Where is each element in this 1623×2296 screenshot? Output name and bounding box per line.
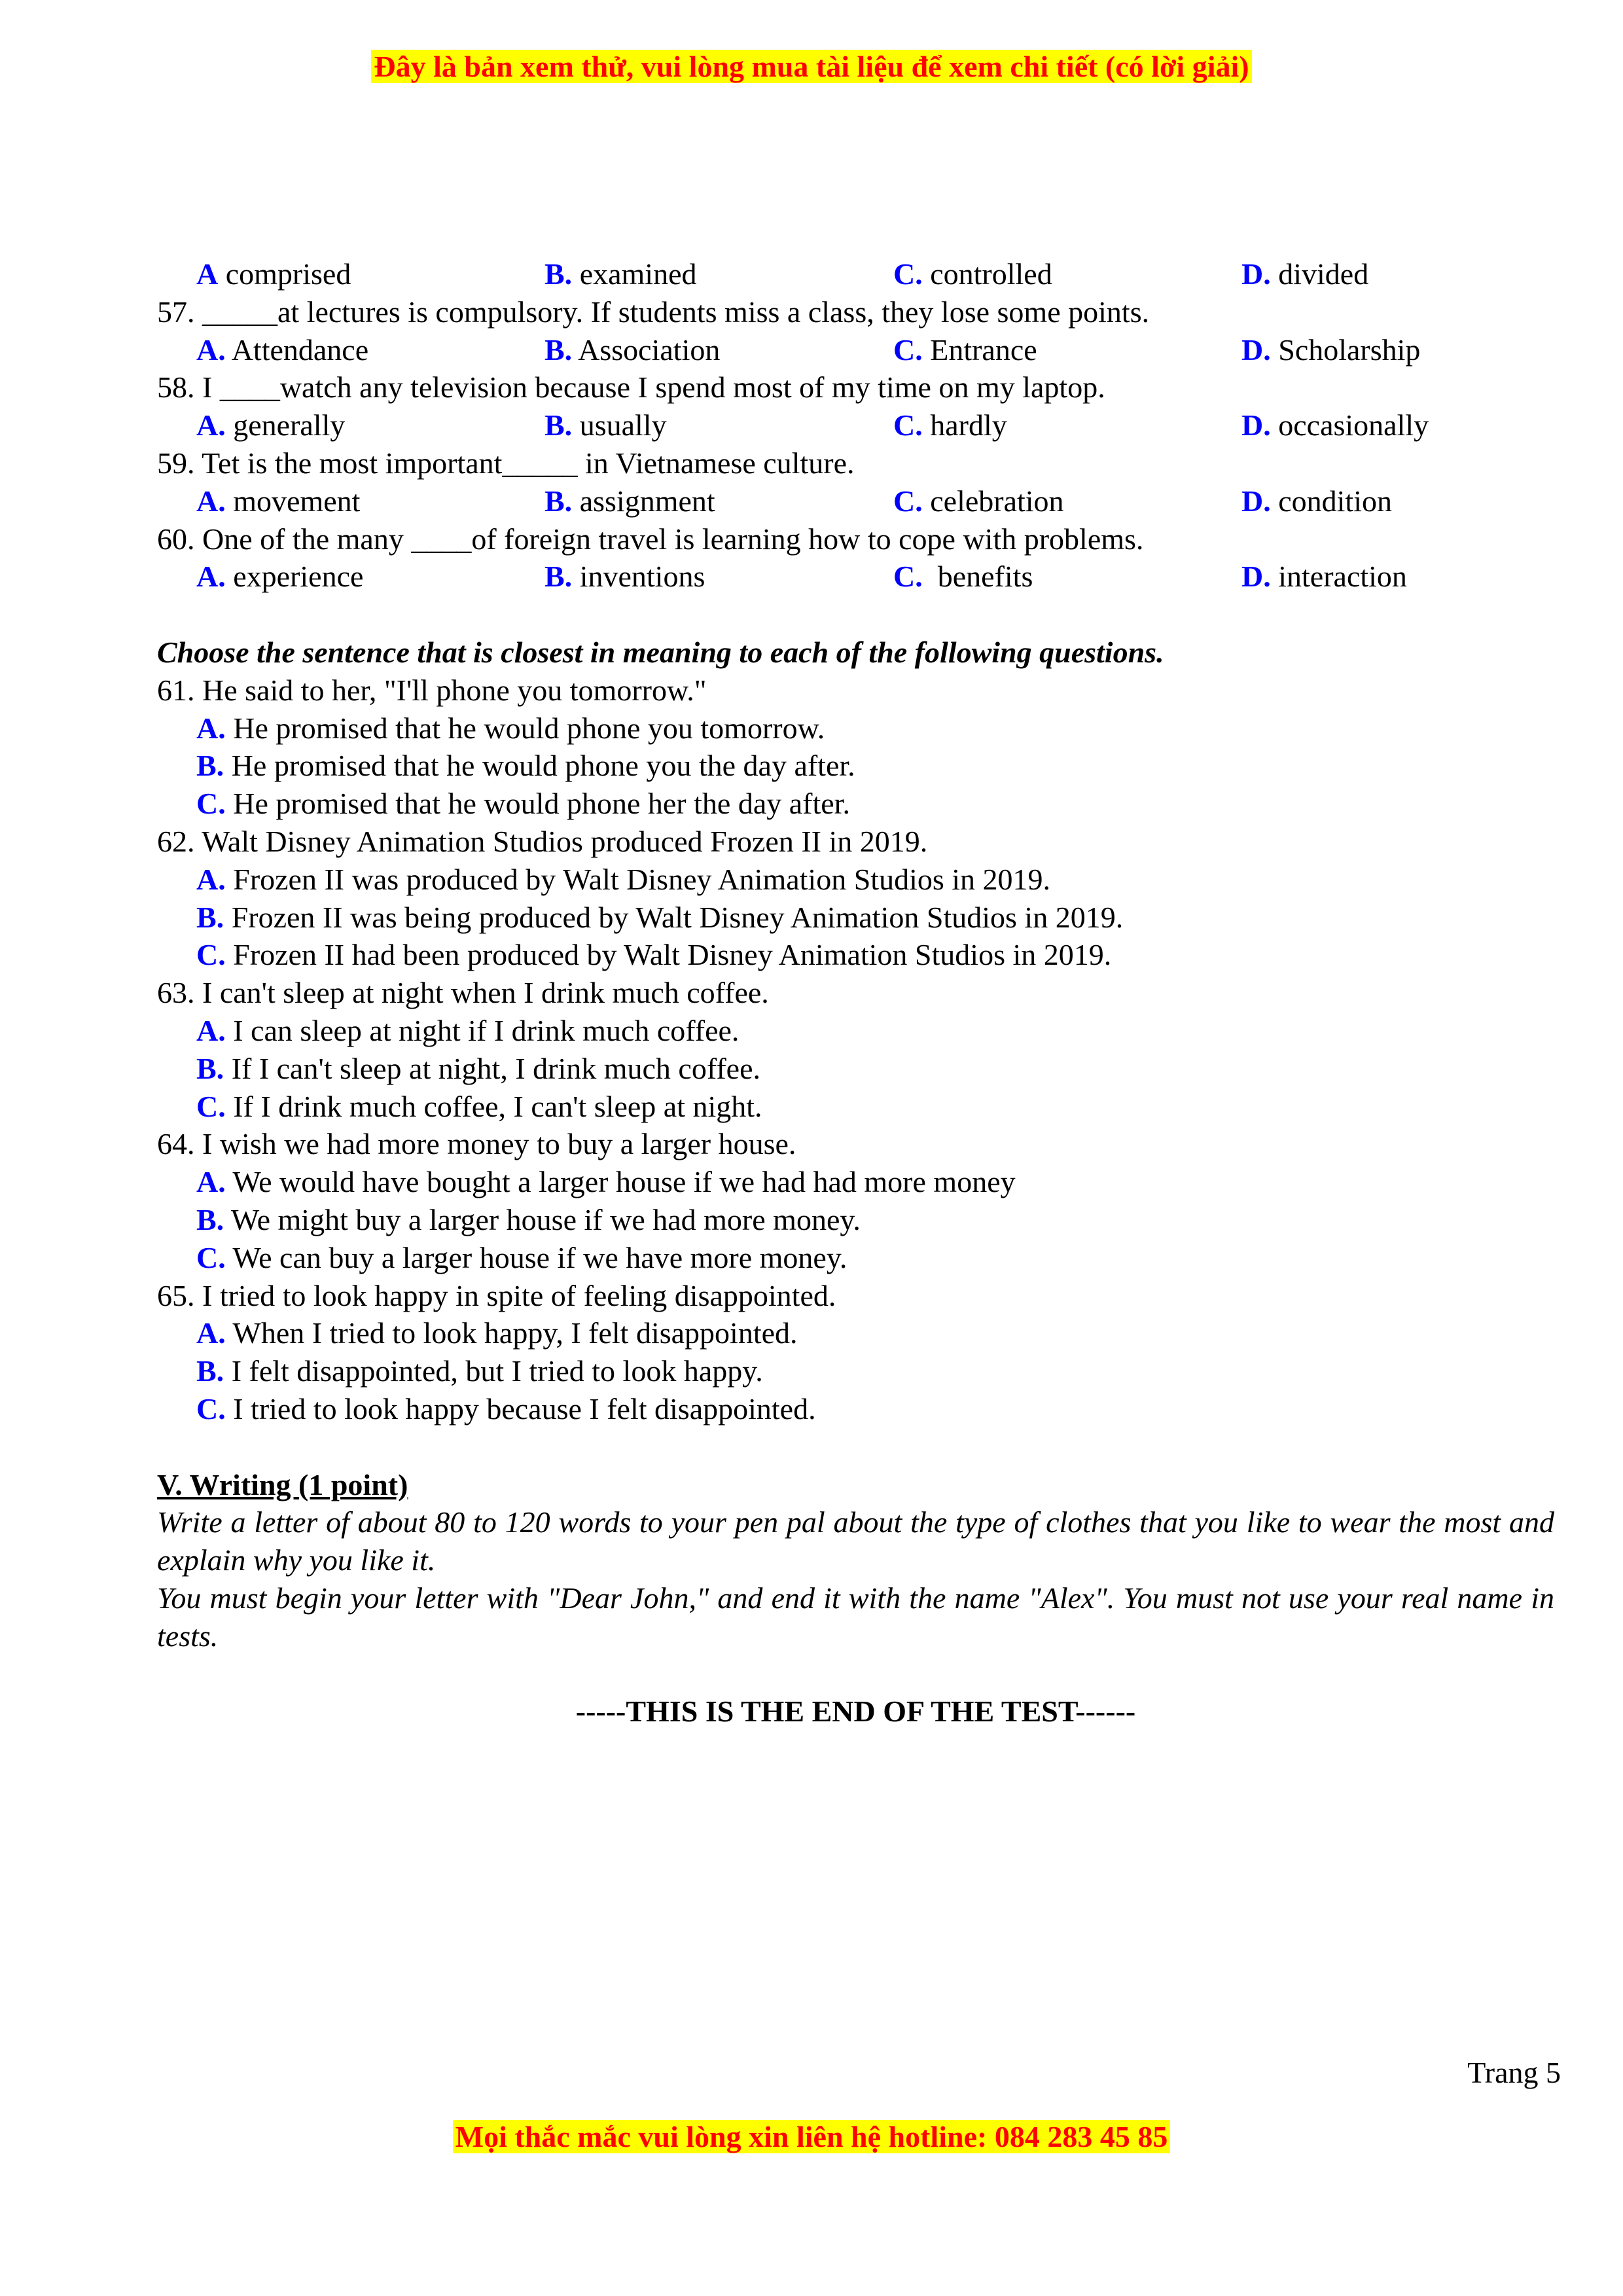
option-text: hardly [922, 408, 1007, 442]
answer-option [157, 1352, 1554, 1390]
option-label: A [196, 257, 219, 291]
option-label: D. [1241, 484, 1271, 518]
option-text: Entrance [922, 332, 1037, 367]
option-text: examined [572, 257, 697, 291]
option-label: B. [544, 257, 573, 291]
option [1241, 482, 1392, 520]
option-label: C. [893, 332, 923, 367]
preview-notice-text: Đây là bản xem thử, vui lòng mua tài liệu để xem chi tiết (có lời giải) [371, 50, 1251, 83]
option-text: benefits [922, 560, 1033, 594]
option-label: C. [196, 1240, 226, 1274]
option [1241, 558, 1407, 596]
question-options [157, 406, 1554, 444]
option-label: B. [196, 1202, 224, 1236]
section-instruction: Choose the sentence that is closest in meaning to each of the following questions. [157, 635, 1164, 669]
answer-option [157, 1012, 1554, 1050]
option-text: He promised that he would phone you tomorrow. [225, 711, 825, 745]
option-text: divided [1270, 257, 1369, 291]
option-text: experience [225, 560, 364, 594]
option-label: D. [1241, 408, 1271, 442]
option-label: B. [544, 408, 573, 442]
option-label: B. [544, 484, 573, 518]
answer-option [157, 747, 1554, 785]
option [196, 1239, 847, 1277]
option-text: comprised [218, 257, 351, 291]
option-label: C. [893, 257, 923, 291]
option [196, 1088, 762, 1126]
answer-option [157, 1050, 1554, 1088]
answer-option [157, 709, 1554, 747]
option-label: B. [196, 900, 224, 934]
option-text: I can sleep at night if I drink much coffee. [225, 1013, 740, 1047]
option [196, 1314, 798, 1352]
page-number: Trang 5 [1467, 2056, 1561, 2089]
answer-option [157, 899, 1554, 937]
option [893, 482, 1064, 520]
option-text: inventions [572, 560, 705, 594]
option [1241, 331, 1420, 369]
option [196, 255, 351, 293]
option-label: C. [893, 484, 923, 518]
option-text: We would have bought a larger house if we had had more money [225, 1165, 1016, 1199]
option-label: A. [196, 1013, 226, 1047]
option [893, 255, 1052, 293]
option-label: B. [196, 1051, 224, 1085]
question-stem: 65. I tried to look happy in spite of feeling disappointed. [157, 1278, 836, 1312]
option-text: generally [225, 408, 346, 442]
option-label: C. [893, 408, 923, 442]
writing-prompt-task: Write a letter of about 80 to 120 words to your pen pal about the type of clothes that you like to wear the most and explain why you like it. [157, 1505, 1554, 1577]
option-label: D. [1241, 332, 1271, 367]
option-label: D. [1241, 257, 1271, 291]
question-options [157, 482, 1554, 520]
option [196, 709, 825, 747]
question-stem: 62. Walt Disney Animation Studios produced Frozen II in 2019. [157, 824, 928, 858]
option [196, 899, 1123, 937]
answer-option [157, 1088, 1554, 1126]
option-text: Frozen II was being produced by Walt Disney Animation Studios in 2019. [224, 900, 1124, 934]
answer-option [157, 1314, 1554, 1352]
answer-option [157, 936, 1554, 974]
option [1241, 406, 1429, 444]
option [196, 1050, 760, 1088]
option-label: B. [544, 560, 573, 594]
option-text: We can buy a larger house if we have more money. [225, 1240, 847, 1274]
option-text: When I tried to look happy, I felt disappointed. [225, 1316, 798, 1350]
hotline-notice-banner [0, 2117, 1623, 2157]
question-stem: 57. _____at lectures is compulsory. If students miss a class, they lose some points. [157, 295, 1150, 329]
option-text: Frozen II had been produced by Walt Disney Animation Studios in 2019. [225, 938, 1112, 972]
option-text: If I drink much coffee, I can't sleep at night. [225, 1089, 762, 1123]
question-stem: 59. Tet is the most important_____ in Vietnamese culture. [157, 446, 855, 480]
option [196, 1201, 861, 1239]
option [544, 406, 667, 444]
document-body [157, 255, 1554, 1731]
option-text: celebration [922, 484, 1064, 518]
question-56-options [157, 255, 1554, 293]
end-of-test: -----THIS IS THE END OF THE TEST------ [575, 1695, 1136, 1729]
option [196, 785, 850, 823]
spacer [157, 1655, 1554, 1693]
option [196, 1352, 763, 1390]
option-text: Association [572, 332, 721, 367]
preview-notice-banner [0, 47, 1623, 86]
option-text: He promised that he would phone you the day after. [224, 749, 855, 783]
option [544, 255, 697, 293]
option [196, 406, 345, 444]
option-label: C. [196, 787, 226, 821]
option-text: controlled [922, 257, 1052, 291]
option-text: movement [225, 484, 361, 518]
option [196, 558, 363, 596]
answer-option [157, 1201, 1554, 1239]
question-stem: 58. I ____watch any television because I spend most of my time on my laptop. [157, 370, 1105, 404]
option-label: D. [1241, 560, 1271, 594]
option-text: I felt disappointed, but I tried to look happy. [224, 1354, 763, 1388]
option-text: I tried to look happy because I felt disappointed. [225, 1391, 816, 1426]
answer-option [157, 1163, 1554, 1201]
option-label: A. [196, 711, 226, 745]
option-label: A. [196, 862, 226, 896]
writing-title: V. Writing (1 point) [157, 1467, 408, 1501]
option-label: C. [893, 560, 923, 594]
option [196, 482, 360, 520]
option [544, 558, 705, 596]
option-text: Frozen II was produced by Walt Disney Animation Studios in 2019. [225, 862, 1051, 896]
option [196, 861, 1050, 899]
question-stem: 64. I wish we had more money to buy a larger house. [157, 1127, 796, 1161]
writing-prompt [157, 1503, 1554, 1655]
option-label: C. [196, 938, 226, 972]
question-stem: 60. One of the many ____of foreign travel is learning how to cope with problems. [157, 522, 1144, 556]
option-text: usually [572, 408, 667, 442]
option-label: B. [196, 749, 224, 783]
option-label: C. [196, 1089, 226, 1123]
question-stem: 63. I can't sleep at night when I drink much coffee. [157, 976, 769, 1010]
hotline-notice-text: Mọi thắc mắc vui lòng xin liên hệ hotline: 084 283 45 85 [453, 2120, 1171, 2153]
option-label: A. [196, 332, 226, 367]
writing-section-heading [157, 1466, 1554, 1504]
option [1241, 255, 1368, 293]
option [893, 331, 1037, 369]
option-label: B. [196, 1354, 224, 1388]
option-text: Scholarship [1270, 332, 1421, 367]
option [893, 558, 1033, 596]
option-label: B. [544, 332, 573, 367]
option [544, 331, 720, 369]
question-stem: 61. He said to her, "I'll phone you tomorrow." [157, 673, 707, 707]
option-text: assignment [572, 484, 715, 518]
option-label: A. [196, 408, 226, 442]
option-text: Attendance [225, 332, 369, 367]
option [196, 936, 1111, 974]
spacer [157, 1428, 1554, 1466]
writing-prompt-rules: You must begin your letter with "Dear John," and end it with the name "Alex". You must not use your real name in tests. [157, 1581, 1554, 1653]
option [196, 1012, 739, 1050]
question-options [157, 558, 1554, 596]
answer-option [157, 1239, 1554, 1277]
option [893, 406, 1007, 444]
option-text: If I can't sleep at night, I drink much coffee. [224, 1051, 760, 1085]
answer-option [157, 1390, 1554, 1428]
option-label: C. [196, 1391, 226, 1426]
spacer [157, 596, 1554, 634]
option-label: A. [196, 1316, 226, 1350]
answer-option [157, 861, 1554, 899]
option [544, 482, 715, 520]
option-text: occasionally [1270, 408, 1429, 442]
option-label: A. [196, 484, 226, 518]
option-text: condition [1270, 484, 1392, 518]
option-text: He promised that he would phone her the day after. [225, 787, 850, 821]
option-text: We might buy a larger house if we had more money. [224, 1202, 861, 1236]
answer-option [157, 785, 1554, 823]
question-options [157, 331, 1554, 369]
option-label: A. [196, 560, 226, 594]
option [196, 331, 368, 369]
option-text: interaction [1270, 560, 1407, 594]
option [196, 1163, 1016, 1201]
option [196, 1390, 816, 1428]
option [196, 747, 855, 785]
option-label: A. [196, 1165, 226, 1199]
